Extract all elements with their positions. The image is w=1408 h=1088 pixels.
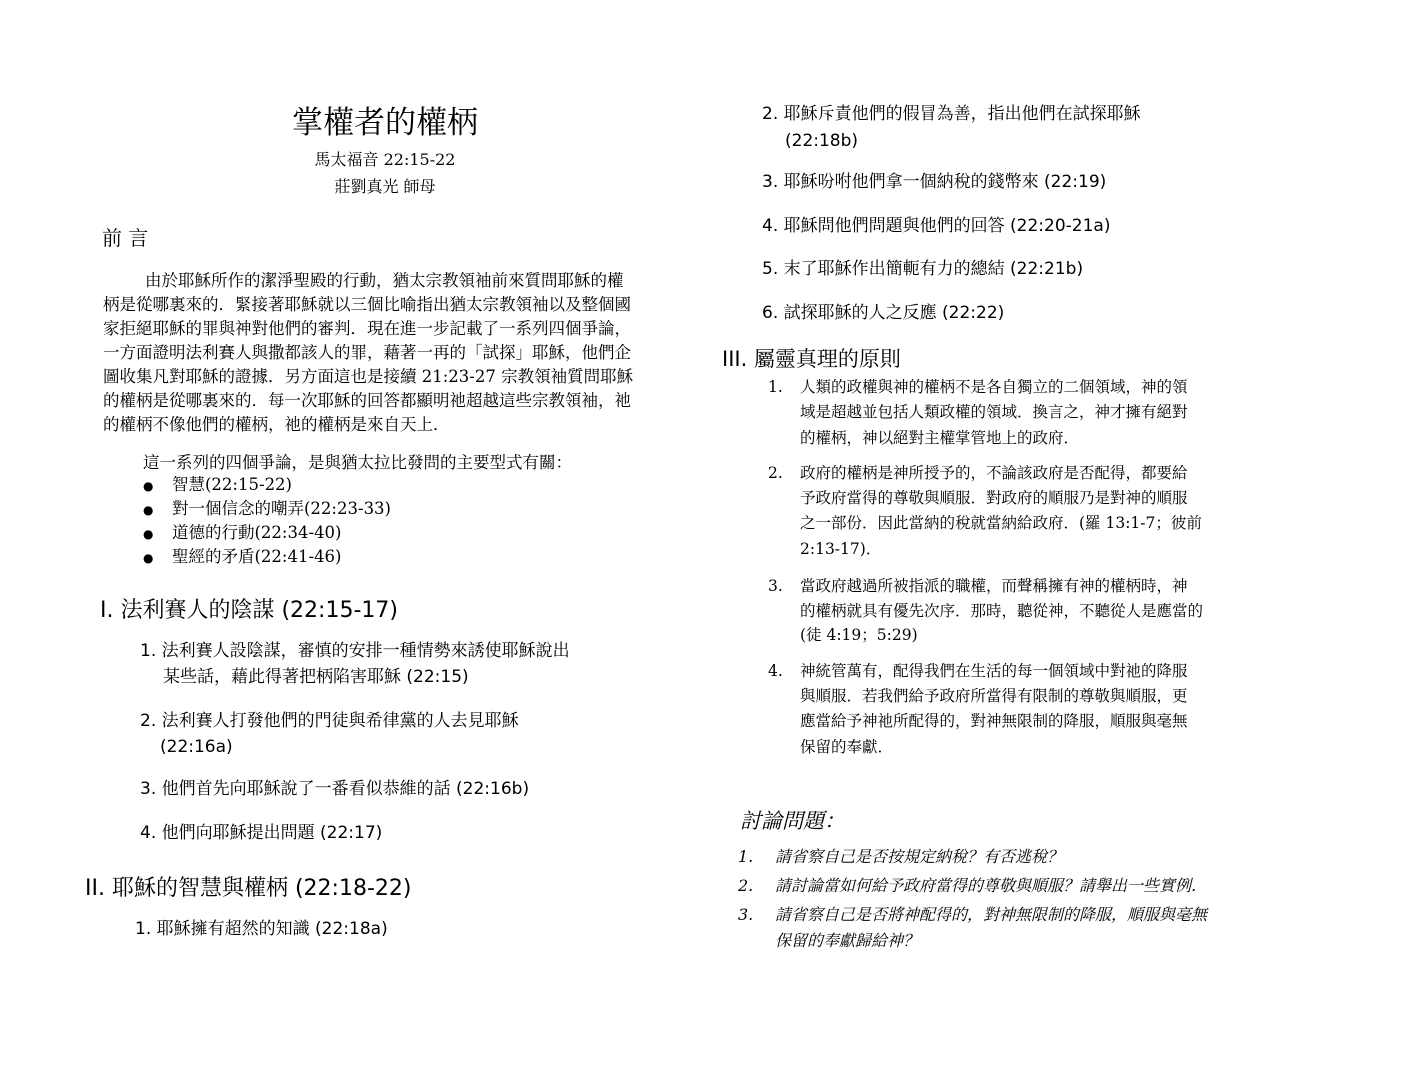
section-3-heading: III. 屬靈真理的原則 — [722, 347, 901, 371]
list-item: 道德的行動(22:34-40) — [172, 523, 342, 542]
item-line: 當政府越過所被指派的職權，而聲稱擁有神的權柄時，神 — [800, 577, 1188, 595]
outline-item: 6. 試探耶穌的人之反應 (22:22) — [762, 303, 1005, 323]
item-line: 神統管萬有，配得我們在生活的每一個領域中對祂的降服 — [800, 662, 1188, 680]
bullet-icon: ● — [143, 479, 154, 493]
question-line: 請省察自己是否按規定納稅？有否逃稅？ — [775, 847, 1064, 866]
intro-heading: 前 言 — [102, 226, 149, 250]
item-line: 的權柄就具有優先次序．那時，聽從神，不聽從人是應當的 — [800, 602, 1204, 620]
bullet-icon: ● — [143, 551, 154, 565]
outline-item: 2. 耶穌斥責他們的假冒為善，指出他們在試探耶穌 — [762, 104, 1141, 124]
scripture-reference: 馬太福音 22:15-22 — [314, 150, 456, 169]
section-1-heading: I. 法利賽人的陰謀 (22:15-17) — [100, 598, 398, 623]
author: 莊劉真光 師母 — [334, 177, 436, 196]
item-number: 2. — [768, 464, 783, 482]
question-number: 3. — [738, 905, 754, 924]
paragraph-line: 柄是從哪裏來的．緊接著耶穌就以三個比喻指出猶太宗教領袖以及整個國 — [103, 295, 631, 314]
section-2-heading: II. 耶穌的智慧與權柄 (22:18-22) — [85, 876, 412, 901]
bullet-icon: ● — [143, 527, 154, 541]
item-line: 域是超越並包括人類政權的領域．換言之，神才擁有絕對 — [800, 403, 1188, 421]
page-title: 掌權者的權柄 — [292, 105, 478, 141]
outline-item-cont: 某些話，藉此得著把柄陷害耶穌 (22:15) — [163, 667, 469, 687]
discussion-heading: 討論問題： — [740, 809, 845, 833]
outline-item: 1. 耶穌擁有超然的知識 (22:18a) — [135, 919, 388, 939]
item-number: 3. — [768, 577, 783, 595]
paragraph-line: 的權柄是從哪裏來的．每一次耶穌的回答都顯明祂超越這些宗教領袖，祂 — [103, 391, 631, 410]
outline-item-cont: (22:16a) — [160, 737, 233, 757]
paragraph-line: 一方面證明法利賽人與撒都該人的罪，藉著一再的「試探」耶穌，他們企 — [103, 343, 631, 362]
question-line: 請討論當如何給予政府當得的尊敬與順服？請舉出一些實例． — [775, 876, 1208, 895]
question-line: 保留的奉獻歸給神？ — [775, 931, 920, 950]
list-item: 對一個信念的嘲弄(22:23-33) — [172, 499, 391, 518]
outline-item: 4. 耶穌問他們問題與他們的回答 (22:20-21a) — [762, 216, 1111, 236]
list-intro: 這一系列的四個爭論，是與猶太拉比發問的主要型式有關： — [143, 453, 572, 472]
question-number: 1. — [738, 847, 754, 866]
outline-item: 5. 末了耶穌作出簡軛有力的總結 (22:21b) — [762, 259, 1084, 279]
item-number: 4. — [768, 662, 783, 680]
item-number: 1. — [768, 378, 783, 396]
outline-item: 3. 耶穌吩咐他們拿一個納稅的錢幣來 (22:19) — [762, 172, 1107, 192]
paragraph-line: 由於耶穌所作的潔淨聖殿的行動，猶太宗教領袖前來質問耶穌的權 — [145, 271, 624, 290]
item-line: 人類的政權與神的權柄不是各自獨立的二個領域，神的領 — [800, 378, 1188, 396]
outline-item: 1. 法利賽人設陰謀，審慎的安排一種情勢來誘使耶穌說出 — [140, 641, 570, 661]
item-line: 保留的奉獻． — [800, 738, 894, 756]
item-line: 政府的權柄是神所授予的，不論該政府是否配得，都要給 — [800, 464, 1188, 482]
item-line: 2:13-17)． — [800, 540, 882, 558]
item-line: 之一部份．因此當納的稅就當納給政府．(羅 13:1-7；彼前 — [800, 514, 1202, 532]
bullet-icon: ● — [143, 503, 154, 517]
question-line: 請省察自己是否將神配得的，對神無限制的降服，順服與毫無 — [775, 905, 1208, 924]
outline-item: 3. 他們首先向耶穌說了一番看似恭維的話 (22:16b) — [140, 779, 530, 799]
item-line: 應當給予神祂所配得的，對神無限制的降服，順服與毫無 — [800, 712, 1188, 730]
list-item: 聖經的矛盾(22:41-46) — [172, 547, 342, 566]
item-line: 的權柄，神以絕對主權掌管地上的政府． — [800, 429, 1080, 447]
item-line: 與順服．若我們給予政府所當得有限制的尊敬與順服，更 — [800, 687, 1188, 705]
paragraph-line: 的權柄不像他們的權柄，祂的權柄是來自天上． — [103, 415, 450, 434]
paragraph-line: 家拒絕耶穌的罪與神對他們的審判．現在進一步記載了一系列四個爭論， — [103, 319, 631, 338]
list-item: 智慧(22:15-22) — [172, 475, 292, 494]
outline-item: 4. 他們向耶穌提出問題 (22:17) — [140, 823, 383, 843]
outline-item-cont: (22:18b) — [785, 131, 859, 151]
item-line: (徒 4:19；5:29) — [800, 626, 918, 644]
question-number: 2. — [738, 876, 754, 895]
item-line: 予政府當得的尊敬與順服．對政府的順服乃是對神的順服 — [800, 489, 1188, 507]
outline-item: 2. 法利賽人打發他們的門徒與希律黨的人去見耶穌 — [140, 711, 519, 731]
paragraph-line: 圖收集凡對耶穌的證據．另方面這也是接續 21:23-27 宗教領袖質問耶穌 — [103, 367, 634, 386]
